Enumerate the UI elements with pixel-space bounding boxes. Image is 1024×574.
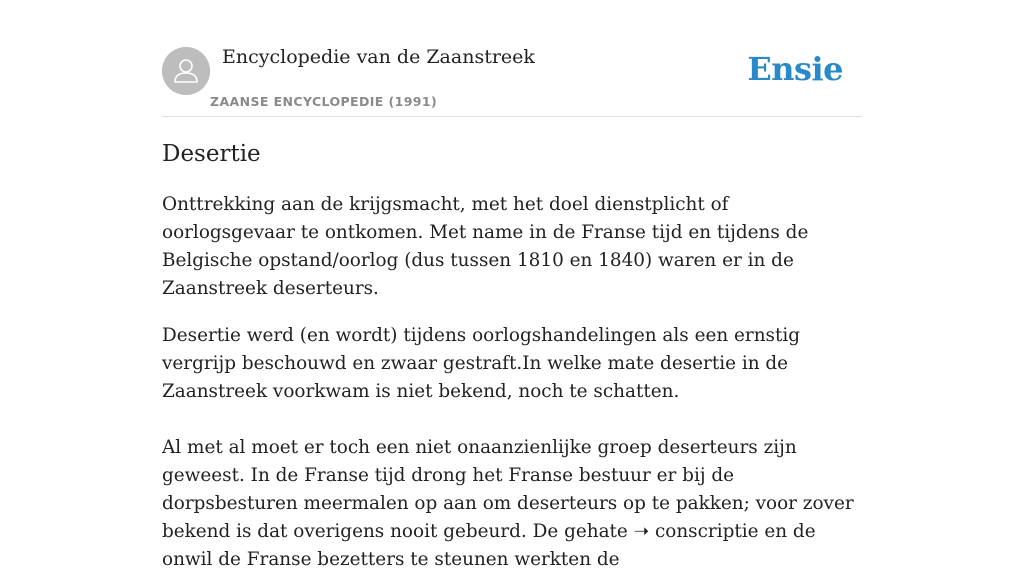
source-subtitle: ZAANSE ENCYCLOPEDIE (1991) xyxy=(210,94,438,109)
user-icon-graphic xyxy=(162,47,210,95)
source-title[interactable]: Encyclopedie van de Zaanstreek xyxy=(222,46,535,68)
article xyxy=(162,138,864,574)
conscriptie-link[interactable]: conscriptie xyxy=(654,521,759,542)
article-title: Desertie xyxy=(162,141,261,167)
brand-logo[interactable]: Ensie xyxy=(747,50,843,88)
article-paragraph: Desertie werd (en wordt) tijdens oorlogshandelingen als een ernstig vergrijp beschouwd en zwaar gestraft.In welke mate desertie in de Zaanstreek voorkwam is niet bekend, noch te schatten. xyxy=(162,325,801,402)
link-arrow-icon: ➝ xyxy=(633,521,650,542)
article-paragraph xyxy=(162,434,864,574)
user-icon[interactable] xyxy=(162,47,210,95)
source-header xyxy=(162,0,862,117)
paragraph-text: Al met al moet er toch een niet onaanzienlijke groep deserteurs zijn geweest. In de Franse tijd drong het Franse bestuur er bij de dorpsbesturen meermalen op aan om deserteurs op te pakken; voor zover bekend is dat overigens nooit gebeurd. De gehate xyxy=(162,437,854,542)
paragraph-text: en de onwil de Franse bezetters te steunen werkten de xyxy=(162,521,816,570)
article-paragraph: Onttrekking aan de krijgsmacht, met het doel dienstplicht of oorlogsgevaar te ontkomen. Met name in de Franse tijd en tijdens de Belgische opstand/oorlog (dus tussen 1810 en 1840) waren er in de Zaanstreek deserteurs. xyxy=(162,194,809,299)
